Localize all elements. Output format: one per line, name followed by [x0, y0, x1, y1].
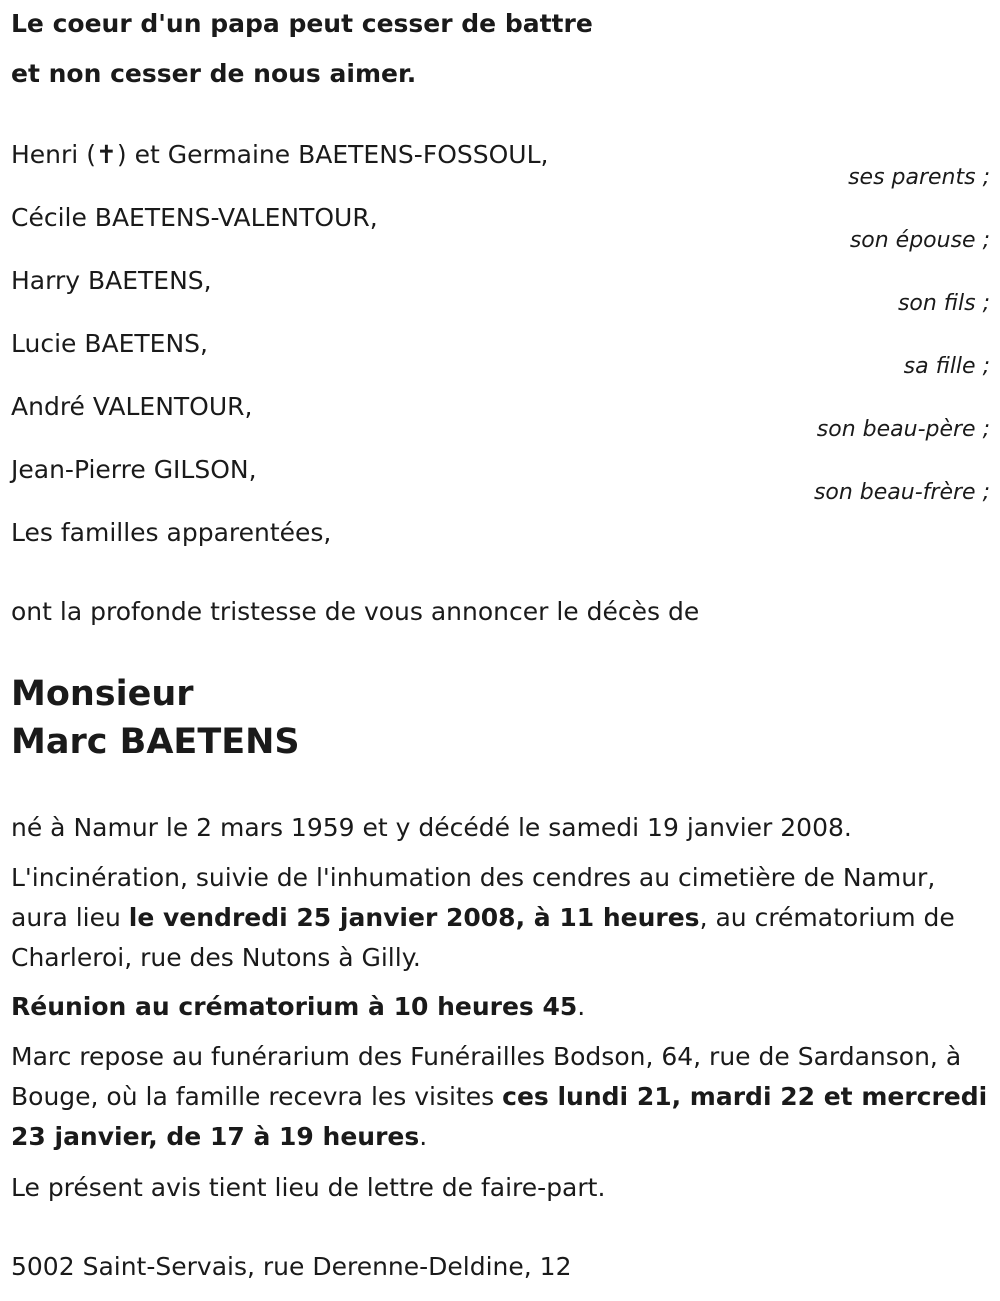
family-member-relation: son beau-frère ; — [813, 480, 990, 505]
family-member-name: Henri (✝) et Germaine BAETENS-FOSSOUL, — [11, 140, 549, 169]
birth-death-text: né à Namur le 2 mars 1959 et y décédé le samedi 19 janvier 2008. — [11, 813, 852, 842]
deceased-name: Marc BAETENS — [11, 722, 300, 762]
visits-text-before: Marc repose au funérarium des Funérailles Bodson, 64, rue de Sardanson, à Bouge, où la famille recevra les visites — [11, 1042, 962, 1111]
meeting-paragraph — [11, 987, 996, 1027]
announcement-text: ont la profonde tristesse de vous annoncer le décès de — [11, 597, 700, 626]
family-member-relation: ses parents ; — [848, 165, 990, 190]
ceremony-paragraph — [11, 858, 996, 978]
meeting-end: . — [577, 992, 586, 1021]
family-member-name: Harry BAETENS, — [11, 266, 212, 295]
family-member-name: Jean-Pierre GILSON, — [11, 455, 257, 484]
address-text: 5002 Saint-Servais, rue Derenne-Deldine, 12 — [11, 1252, 572, 1281]
deceased-title: Monsieur — [11, 674, 194, 714]
ceremony-text-before: L'incinération, suivie de l'inhumation des cendres au cimetière de Namur, aura lieu — [11, 863, 936, 932]
family-member-relation: sa fille ; — [903, 354, 990, 379]
visits-end: . — [419, 1122, 428, 1151]
meeting-text: Réunion au crématorium à 10 heures 45 — [11, 992, 578, 1021]
family-member-name: Lucie BAETENS, — [11, 329, 208, 358]
ceremony-date: le vendredi 25 janvier 2008, à 11 heures — [128, 903, 700, 932]
visits-paragraph — [11, 1037, 996, 1157]
visits-dates: ces lundi 21, mardi 22 et mercredi 23 janvier, de 17 à 19 heures — [11, 1082, 988, 1151]
epigraph-line-1: Le coeur d'un papa peut cesser de battre — [11, 9, 593, 38]
ceremony-text-after: , au crématorium de Charleroi, rue des Nutons à Gilly. — [11, 903, 955, 972]
families-related: Les familles apparentées, — [11, 518, 332, 547]
family-member-name: Cécile BAETENS-VALENTOUR, — [11, 203, 378, 232]
family-member-relation: son beau-père ; — [816, 417, 990, 442]
epigraph-line-2: et non cesser de nous aimer. — [11, 59, 417, 88]
family-member-relation: son fils ; — [897, 291, 990, 316]
notice-text: Le présent avis tient lieu de lettre de faire-part. — [11, 1173, 606, 1202]
family-member-relation: son épouse ; — [849, 228, 990, 253]
family-member-name: André VALENTOUR, — [11, 392, 253, 421]
